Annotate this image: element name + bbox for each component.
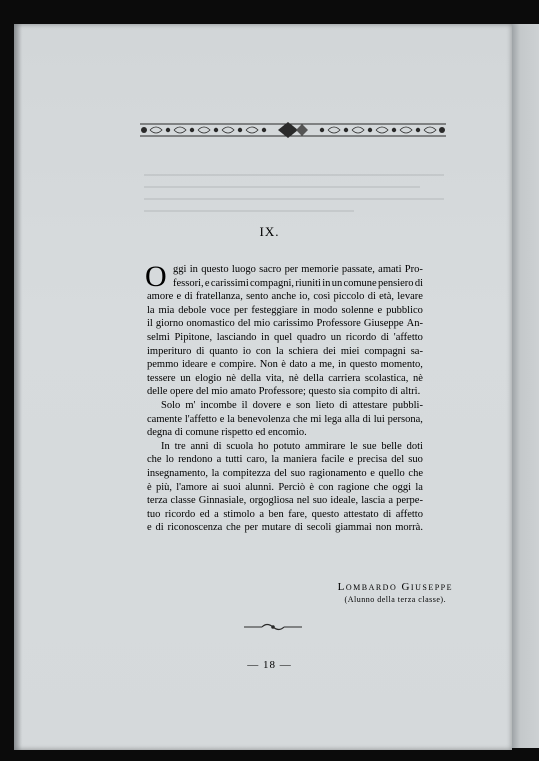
text-line (147, 290, 423, 304)
word: lega (324, 413, 342, 425)
word: persona, (387, 413, 423, 425)
paragraph-3 (147, 440, 423, 535)
word: mi (310, 413, 322, 425)
text-line (147, 413, 423, 427)
word: terza (147, 495, 168, 507)
word: In (161, 440, 170, 452)
headpiece-ornament (138, 120, 448, 140)
word: io, (299, 291, 311, 303)
paragraph-2 (147, 399, 423, 440)
word: dovere (252, 399, 282, 411)
word: la (211, 467, 220, 479)
word: e (211, 359, 216, 371)
word: con (255, 345, 272, 357)
word: selmi (147, 331, 170, 343)
word: con (318, 481, 334, 493)
word: dei (323, 345, 336, 357)
word: nè (412, 372, 423, 384)
word: potuto (273, 440, 301, 452)
word: levare (397, 291, 423, 303)
word: che (408, 467, 423, 479)
word: e (219, 413, 225, 425)
text-line (147, 345, 423, 359)
word: del (391, 454, 405, 466)
word: m' (185, 399, 196, 411)
word: la (415, 481, 423, 493)
word: belle (381, 440, 402, 452)
word: ben (268, 508, 284, 520)
word: compagni, (250, 277, 295, 289)
word: e (204, 277, 210, 289)
word: età, (379, 291, 394, 303)
word: a (214, 508, 219, 520)
word: lo (165, 454, 174, 466)
word: è (309, 481, 315, 493)
word: orgogliosa (249, 495, 294, 507)
word: la (227, 413, 235, 425)
word: suo (290, 467, 306, 479)
word: 'affetto (393, 331, 423, 343)
word: in (261, 331, 270, 343)
text-line: delle opere del mio amato Professore; questo sia compito di altri. (147, 386, 421, 398)
word: di (414, 277, 423, 289)
text-line (147, 467, 423, 481)
word: luogo (231, 264, 256, 275)
word: pubbli- (392, 399, 423, 411)
word: son (295, 399, 311, 411)
word: che (147, 454, 162, 466)
signature-block (338, 581, 453, 604)
word: che (292, 413, 308, 425)
word: Professore (316, 318, 361, 330)
word: Ginnasiale, (198, 495, 247, 507)
word: alla (344, 413, 360, 425)
word: amore (147, 291, 174, 303)
word: è (281, 359, 286, 371)
word: del (274, 467, 288, 479)
text-line (147, 481, 423, 495)
text-line (147, 440, 423, 454)
word: Solo (161, 399, 181, 411)
word: e (377, 304, 383, 316)
word: in (338, 359, 347, 371)
word: tre (174, 440, 186, 452)
word: quadro (296, 331, 326, 343)
adjacent-page-edge (512, 24, 539, 748)
word: mutare (261, 522, 291, 534)
word: e (370, 467, 375, 479)
word: facile (321, 454, 345, 466)
word: per (284, 264, 298, 275)
word: l'amore (176, 481, 208, 493)
word: memorie (301, 264, 339, 275)
word: oggi (392, 481, 412, 493)
word: sue (362, 440, 377, 452)
word: momento, (380, 359, 423, 371)
word: compitezza (222, 467, 271, 479)
text-line (147, 304, 423, 318)
word: l'affetto (184, 413, 217, 425)
word: imperituro (147, 345, 192, 357)
word: voce (210, 304, 231, 316)
word: riuniti (295, 277, 321, 289)
word: camente (147, 413, 182, 425)
section-heading: IX. (259, 224, 280, 239)
word: secoli (306, 522, 332, 534)
word: io (242, 345, 251, 357)
word: più, (155, 481, 172, 493)
word: ricordo (164, 508, 196, 520)
word: in (189, 264, 198, 275)
word: Giuseppe (363, 318, 404, 330)
word: un (180, 372, 191, 384)
word: le (350, 440, 358, 452)
word: un (330, 331, 342, 343)
word: classe (170, 495, 196, 507)
word: e (176, 291, 182, 303)
word: lasciando (216, 331, 257, 343)
word: dato (289, 359, 308, 371)
word: sa- (410, 345, 423, 357)
word: lieto (315, 399, 335, 411)
word: onomastico (186, 318, 235, 330)
word: a (388, 495, 393, 507)
word: sento (246, 291, 269, 303)
word: ho (258, 440, 269, 452)
word: lascia (361, 495, 386, 507)
word: in (301, 304, 310, 316)
word: comune (343, 277, 377, 289)
word: stimolo (223, 508, 255, 520)
word: a (310, 359, 316, 371)
word: vita, (265, 372, 285, 384)
word: Perciò (278, 481, 306, 493)
word: per (234, 304, 248, 316)
word: del (237, 318, 251, 330)
word: carissimi (210, 277, 249, 289)
word: solenne (341, 304, 374, 316)
word: questo (201, 264, 229, 275)
word: caro, (246, 454, 268, 466)
word: quello (378, 467, 405, 479)
word: alunni. (245, 481, 275, 493)
word: benevolenza (237, 413, 291, 425)
word: e (348, 454, 354, 466)
word: suo (312, 495, 328, 507)
word: di (362, 413, 371, 425)
word: Pipitone, (174, 331, 213, 343)
tailpiece-ornament (244, 622, 302, 632)
word: di (367, 291, 376, 303)
text-line (147, 494, 423, 508)
word: passate, (341, 264, 375, 275)
word: questo (311, 508, 340, 520)
word: un (331, 277, 343, 289)
word: schiera (288, 345, 319, 357)
word: di (383, 508, 392, 520)
word: nè (226, 372, 237, 384)
word: e (286, 399, 291, 411)
text-line: degna di comune rispetto ed encomio. (147, 427, 307, 439)
signature-note: (Alunno della terza classe). (344, 595, 447, 604)
word: debole (178, 304, 207, 316)
word: di (294, 522, 303, 534)
word: carriera (328, 372, 361, 384)
word: sacro (259, 264, 282, 275)
word: anni (190, 440, 209, 452)
word: di (380, 331, 390, 343)
word: giammai (335, 522, 372, 534)
text-line (147, 399, 423, 413)
word: che (373, 481, 389, 493)
word: morrà. (395, 522, 423, 534)
word: per (244, 522, 258, 534)
word: ricordo (345, 331, 377, 343)
paragraph-1-opening (145, 260, 423, 293)
drop-cap: O (145, 260, 167, 293)
text-line (147, 263, 423, 277)
word: ideale, (330, 495, 359, 507)
word: lui (373, 413, 385, 425)
word: a (216, 454, 222, 466)
word: e (147, 522, 152, 534)
word: pemmo (147, 359, 179, 371)
word: tessere (147, 372, 176, 384)
word: incombe (200, 399, 237, 411)
word: me, (319, 359, 335, 371)
word: miei (340, 345, 360, 357)
word: ai (211, 481, 220, 493)
word: mia (158, 304, 175, 316)
word: scolastica, (364, 372, 409, 384)
word: festeggiare (251, 304, 298, 316)
text-line (147, 277, 423, 291)
word: An- (406, 318, 423, 330)
word: ed (199, 508, 210, 520)
word: di (213, 440, 222, 452)
word: a (259, 508, 265, 520)
word: fessori, (173, 277, 204, 289)
text-line (147, 317, 423, 331)
word: pubblico (386, 304, 423, 316)
word: tuo (147, 508, 161, 520)
word: Pro- (404, 264, 423, 275)
page-number: — 18 — (247, 659, 292, 671)
word: in (322, 277, 331, 289)
word: così (313, 291, 331, 303)
text-line (147, 358, 423, 372)
word: maniera (283, 454, 317, 466)
word: rendono (178, 454, 213, 466)
word: la (271, 454, 279, 466)
word: Non (259, 359, 278, 371)
word: suoi (223, 481, 241, 493)
text-line (147, 331, 423, 345)
word: giorno (155, 318, 184, 330)
word: che (226, 522, 241, 534)
word: piccolo (333, 291, 365, 303)
signature-name: Lombardo Giuseppe (337, 581, 453, 593)
word: elogio (195, 372, 222, 384)
word: tutti (225, 454, 243, 466)
word: modo (313, 304, 338, 316)
word: anche (271, 291, 296, 303)
word: precisa (357, 454, 388, 466)
word: di (155, 522, 164, 534)
word: ragionamento (308, 467, 367, 479)
word: ammirare (305, 440, 346, 452)
word: della (240, 372, 262, 384)
word: compire. (219, 359, 257, 371)
word: il (147, 318, 153, 330)
word: il (241, 399, 248, 411)
word: attestato (343, 508, 379, 520)
word: di (196, 345, 205, 357)
word: della (303, 372, 324, 384)
word: la (147, 304, 155, 316)
word: perpe- (396, 495, 423, 507)
word: ragione (337, 481, 370, 493)
word: ideare (181, 359, 208, 371)
text-line (147, 453, 423, 467)
word: è (147, 481, 152, 493)
word: nè (288, 372, 299, 384)
text-line (147, 508, 423, 522)
word: non (375, 522, 392, 534)
word: la (275, 345, 284, 357)
word: quel (274, 331, 293, 343)
word: di (339, 399, 348, 411)
word: ggi (173, 264, 187, 275)
word: di (184, 291, 193, 303)
word: scuola (226, 440, 254, 452)
word: amati (378, 264, 402, 275)
word: affetto (395, 508, 423, 520)
body-text (145, 260, 423, 535)
word: pensiero (377, 277, 414, 289)
word: carissimo (273, 318, 314, 330)
paragraph-1 (147, 290, 423, 399)
word: nel (296, 495, 310, 507)
word: riconoscenza (167, 522, 223, 534)
word: fratellanza, (195, 291, 243, 303)
word: suo (408, 454, 423, 466)
word: insegnamento, (147, 467, 208, 479)
word: compagni (364, 345, 406, 357)
word: quanto (209, 345, 238, 357)
word: attestare (352, 399, 388, 411)
word: fare, (288, 508, 308, 520)
text-line (147, 372, 423, 386)
word: doti (406, 440, 423, 452)
text-line (147, 521, 423, 535)
word: mio (253, 318, 271, 330)
word: questo (349, 359, 378, 371)
